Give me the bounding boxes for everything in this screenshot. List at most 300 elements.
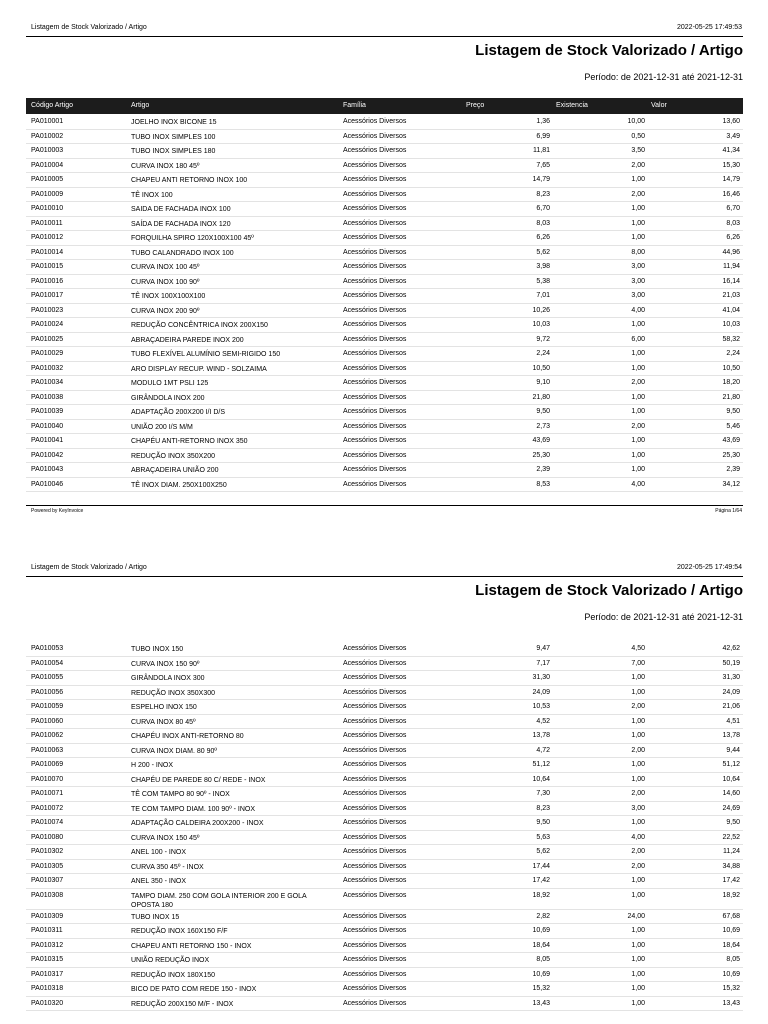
cell-code: PA010009 xyxy=(31,190,64,198)
report-page-2 xyxy=(0,540,768,1024)
cell-value: 41,04 xyxy=(722,306,740,314)
cell-family: Acessórios Diversos xyxy=(343,190,407,198)
cell-family: Acessórios Diversos xyxy=(343,956,407,963)
cell-stock: 1,00 xyxy=(631,219,645,227)
cell-value: 9,50 xyxy=(726,819,740,826)
cell-value: 9,50 xyxy=(726,408,740,415)
column-header-family: Família xyxy=(343,102,366,109)
column-header-code: Código Artigo xyxy=(31,102,74,109)
cell-stock: 1,00 xyxy=(631,408,645,415)
cell-code: PA010010 xyxy=(31,205,64,212)
cell-price: 13,43 xyxy=(532,999,550,1007)
table-row xyxy=(26,802,743,817)
cell-value: 6,70 xyxy=(726,205,740,212)
cell-price: 24,09 xyxy=(532,688,550,696)
cell-family: Acessórios Diversos xyxy=(343,848,407,855)
table-row xyxy=(26,275,743,290)
cell-article: REDUÇÃO INOX 180X150 xyxy=(131,971,216,979)
cell-family: Acessórios Diversos xyxy=(343,132,407,140)
cell-price: 9,50 xyxy=(536,408,550,415)
cell-family: Acessórios Diversos xyxy=(343,746,407,754)
cell-article: ADAPTAÇÃO CALDEIRA 200X200 - INOX xyxy=(131,820,264,827)
cell-stock: 1,00 xyxy=(631,674,645,681)
cell-price: 10,50 xyxy=(532,364,550,372)
period-label: Período: de 2021-12-31 até 2021-12-31 xyxy=(584,612,743,622)
table-row xyxy=(26,217,743,232)
cell-stock: 10,00 xyxy=(627,118,645,125)
period-label: Período: de 2021-12-31 até 2021-12-31 xyxy=(584,72,743,82)
cell-article: CURVA INOX 80 45º xyxy=(131,718,196,726)
cell-family: Acessórios Diversos xyxy=(343,292,407,299)
cell-stock: 1,00 xyxy=(631,364,645,372)
cell-family: Acessórios Diversos xyxy=(343,393,407,401)
column-header-value: Valor xyxy=(651,102,667,109)
cell-family: Acessórios Diversos xyxy=(343,999,407,1007)
table-row xyxy=(26,773,743,788)
cell-value: 10,64 xyxy=(722,775,740,783)
cell-code: PA010309 xyxy=(31,912,64,920)
table-row xyxy=(26,144,743,159)
cell-article: CURVA 350 45º - INOX xyxy=(131,863,204,871)
table-row xyxy=(26,449,743,464)
cell-family: Acessórios Diversos xyxy=(343,335,407,343)
cell-code: PA010074 xyxy=(31,819,64,826)
cell-family: Acessórios Diversos xyxy=(343,833,407,841)
cell-code: PA010080 xyxy=(31,833,64,841)
cell-article: TUBO INOX 150 xyxy=(131,646,184,653)
cell-family: Acessórios Diversos xyxy=(343,118,407,125)
cell-code: PA010062 xyxy=(31,732,64,739)
table-row xyxy=(26,391,743,406)
cell-code: PA010060 xyxy=(31,717,64,725)
cell-stock: 4,00 xyxy=(631,833,645,841)
table-row xyxy=(26,289,743,304)
table-row xyxy=(26,860,743,875)
cell-family: Acessórios Diversos xyxy=(343,161,407,169)
page-header-timestamp: 2022-05-25 17:49:53 xyxy=(677,24,742,31)
table-row xyxy=(26,686,743,701)
cell-code: PA010003 xyxy=(31,147,64,154)
table-row xyxy=(26,968,743,983)
cell-code: PA010320 xyxy=(31,999,64,1007)
cell-article: TUBO FLEXÍVEL ALUMÍNIO SEMI-RIGIDO 150 xyxy=(131,351,281,358)
cell-price: 21,80 xyxy=(532,393,550,401)
cell-article: TUBO INOX SIMPLES 180 xyxy=(131,148,216,155)
table-row xyxy=(26,982,743,997)
cell-value: 15,30 xyxy=(722,161,740,169)
cell-family: Acessórios Diversos xyxy=(343,659,407,667)
cell-code: PA010032 xyxy=(31,364,64,372)
cell-stock: 1,00 xyxy=(631,732,645,739)
cell-price: 18,92 xyxy=(532,891,550,899)
cell-value: 21,06 xyxy=(722,703,740,710)
table-row xyxy=(26,362,743,377)
cell-stock: 3,00 xyxy=(631,804,645,812)
table-row xyxy=(26,463,743,478)
table-row xyxy=(26,260,743,275)
cell-value: 10,69 xyxy=(722,970,740,978)
cell-code: PA010054 xyxy=(31,659,64,667)
table-row xyxy=(26,405,743,420)
cell-family: Acessórios Diversos xyxy=(343,219,407,227)
cell-price: 51,12 xyxy=(532,761,550,768)
cell-value: 67,68 xyxy=(722,912,740,920)
cell-family: Acessórios Diversos xyxy=(343,877,407,884)
cell-price: 3,98 xyxy=(536,263,550,270)
cell-stock: 1,00 xyxy=(631,321,645,328)
cell-stock: 3,50 xyxy=(631,147,645,154)
cell-value: 18,20 xyxy=(722,379,740,386)
cell-value: 43,69 xyxy=(722,437,740,444)
cell-value: 14,79 xyxy=(722,176,740,183)
cell-stock: 1,00 xyxy=(631,985,645,992)
cell-stock: 1,00 xyxy=(631,941,645,949)
cell-price: 15,32 xyxy=(532,985,550,992)
cell-code: PA010017 xyxy=(31,292,64,299)
table-row xyxy=(26,304,743,319)
cell-code: PA010317 xyxy=(31,970,64,978)
cell-stock: 24,00 xyxy=(627,912,645,920)
cell-price: 8,23 xyxy=(536,804,550,812)
page-header-timestamp: 2022-05-25 17:49:54 xyxy=(677,564,742,571)
document-title: Listagem de Stock Valorizado / Artigo xyxy=(475,582,743,599)
cell-article: CHAPEU ANTI RETORNO 150 - INOX xyxy=(131,942,252,950)
cell-article: JOELHO INOX BICONE 15 xyxy=(131,119,217,126)
cell-family: Acessórios Diversos xyxy=(343,927,407,934)
table-row xyxy=(26,159,743,174)
cell-stock: 1,00 xyxy=(631,775,645,783)
cell-stock: 1,00 xyxy=(631,234,645,241)
cell-article: TUBO INOX 15 xyxy=(131,913,180,921)
table-row xyxy=(26,347,743,362)
cell-stock: 8,00 xyxy=(631,248,645,256)
cell-stock: 1,00 xyxy=(631,688,645,696)
cell-article: TAMPO DIAM. 250 COM GOLA INTERIOR 200 E GOLA OPOSTA 180 xyxy=(131,892,307,909)
cell-code: PA010302 xyxy=(31,848,64,855)
cell-family: Acessórios Diversos xyxy=(343,703,407,710)
cell-value: 16,46 xyxy=(722,190,740,198)
table-row xyxy=(26,874,743,889)
stock-table-body xyxy=(26,642,743,1011)
page-header-title: Listagem de Stock Valorizado / Artigo xyxy=(31,564,147,571)
cell-code: PA010038 xyxy=(31,393,64,401)
cell-price: 2,39 xyxy=(536,466,550,473)
cell-value: 22,52 xyxy=(722,833,740,841)
cell-stock: 2,00 xyxy=(631,862,645,870)
footer-powered-by: Powered by KeyInvoice xyxy=(31,508,84,514)
cell-stock: 1,00 xyxy=(631,891,645,899)
cell-article: TE COM TAMPO DIAM. 100 90º - INOX xyxy=(131,805,256,813)
cell-price: 2,82 xyxy=(536,912,550,920)
cell-value: 13,60 xyxy=(722,118,740,125)
cell-family: Acessórios Diversos xyxy=(343,422,407,430)
table-row xyxy=(26,231,743,246)
cell-price: 11,81 xyxy=(533,147,550,154)
cell-code: PA010004 xyxy=(31,161,64,169)
cell-value: 10,50 xyxy=(722,364,740,372)
column-header-stock: Existencia xyxy=(556,102,588,109)
cell-value: 5,46 xyxy=(726,422,740,430)
cell-code: PA010012 xyxy=(31,234,64,241)
cell-value: 3,49 xyxy=(726,132,740,140)
cell-article: SAIDA DE FACHADA INOX 100 xyxy=(131,206,231,213)
cell-article: ESPELHO INOX 150 xyxy=(131,704,197,711)
cell-family: Acessórios Diversos xyxy=(343,408,407,415)
cell-price: 7,01 xyxy=(536,292,550,299)
column-header-price: Preço xyxy=(466,102,485,109)
cell-stock: 1,00 xyxy=(631,819,645,826)
cell-code: PA010029 xyxy=(31,350,64,357)
cell-code: PA010053 xyxy=(31,645,64,652)
cell-article: CURVA INOX 200 90º xyxy=(131,307,200,315)
cell-stock: 2,00 xyxy=(631,848,645,855)
cell-article: ARO DISPLAY RECUP. WIND - SOLZAIMA xyxy=(131,365,267,373)
table-row xyxy=(26,376,743,391)
cell-value: 10,03 xyxy=(722,321,740,328)
cell-value: 8,05 xyxy=(726,956,740,963)
document-title: Listagem de Stock Valorizado / Artigo xyxy=(475,42,743,59)
cell-family: Acessórios Diversos xyxy=(343,321,407,328)
cell-family: Acessórios Diversos xyxy=(343,248,407,256)
cell-stock: 1,00 xyxy=(631,451,645,459)
cell-article: TUBO INOX SIMPLES 100 xyxy=(131,133,216,141)
cell-family: Acessórios Diversos xyxy=(343,688,407,696)
cell-value: 51,12 xyxy=(722,761,740,768)
cell-code: PA010308 xyxy=(31,891,64,899)
cell-article: GIRÂNDOLA INOX 300 xyxy=(131,675,205,682)
cell-price: 5,62 xyxy=(536,848,550,855)
cell-code: PA010001 xyxy=(31,118,64,125)
cell-price: 9,10 xyxy=(536,379,550,386)
table-row xyxy=(26,758,743,773)
cell-price: 9,50 xyxy=(536,819,550,826)
cell-value: 8,03 xyxy=(726,219,740,227)
cell-value: 16,14 xyxy=(722,277,740,285)
cell-value: 18,92 xyxy=(722,891,740,899)
cell-article: TÊ INOX 100 xyxy=(131,191,173,199)
table-row xyxy=(26,246,743,261)
cell-price: 10,69 xyxy=(532,927,550,934)
cell-family: Acessórios Diversos xyxy=(343,451,407,459)
table-row xyxy=(26,889,743,910)
cell-article: TÊ INOX DIAM. 250X100X250 xyxy=(131,481,227,489)
cell-value: 21,03 xyxy=(722,292,740,299)
cell-value: 9,44 xyxy=(726,746,740,754)
cell-stock: 1,00 xyxy=(631,956,645,963)
table-row xyxy=(26,816,743,831)
cell-family: Acessórios Diversos xyxy=(343,147,407,154)
header-divider xyxy=(26,36,743,37)
cell-price: 6,99 xyxy=(536,132,550,140)
cell-price: 17,44 xyxy=(532,862,550,870)
cell-price: 7,65 xyxy=(536,161,550,169)
cell-value: 18,64 xyxy=(722,941,740,949)
table-row xyxy=(26,939,743,954)
table-row xyxy=(26,115,743,130)
page-header-title: Listagem de Stock Valorizado / Artigo xyxy=(31,24,147,31)
cell-stock: 1,00 xyxy=(631,717,645,725)
cell-price: 7,30 xyxy=(536,790,550,797)
cell-stock: 0,50 xyxy=(631,132,645,140)
table-row xyxy=(26,845,743,860)
cell-code: PA010312 xyxy=(31,941,64,949)
cell-family: Acessórios Diversos xyxy=(343,263,407,270)
cell-family: Acessórios Diversos xyxy=(343,717,407,725)
cell-article: TÊ INOX 100X100X100 xyxy=(131,293,206,300)
cell-value: 42,62 xyxy=(722,645,740,652)
cell-family: Acessórios Diversos xyxy=(343,790,407,797)
cell-code: PA010063 xyxy=(31,746,64,754)
table-row xyxy=(26,130,743,145)
cell-code: PA010315 xyxy=(31,956,64,963)
cell-value: 58,32 xyxy=(722,335,740,343)
table-row xyxy=(26,434,743,449)
cell-value: 4,51 xyxy=(726,717,740,725)
cell-code: PA010042 xyxy=(31,451,64,459)
cell-price: 5,62 xyxy=(536,248,550,256)
cell-family: Acessórios Diversos xyxy=(343,775,407,783)
cell-code: PA010025 xyxy=(31,335,64,343)
cell-code: PA010311 xyxy=(31,927,63,934)
cell-code: PA010307 xyxy=(31,877,64,884)
cell-price: 8,05 xyxy=(536,956,550,963)
cell-article: CHAPÉU ANTI-RETORNO INOX 350 xyxy=(131,438,248,445)
cell-price: 9,72 xyxy=(536,335,550,343)
cell-code: PA010043 xyxy=(31,466,64,473)
cell-article: REDUÇÃO INOX 350X200 xyxy=(131,452,216,460)
cell-stock: 1,00 xyxy=(631,761,645,768)
cell-family: Acessórios Diversos xyxy=(343,674,407,681)
cell-stock: 7,00 xyxy=(631,659,645,667)
cell-code: PA010056 xyxy=(31,688,64,696)
cell-family: Acessórios Diversos xyxy=(343,480,407,488)
table-row xyxy=(26,924,743,939)
cell-stock: 2,00 xyxy=(631,190,645,198)
cell-article: BICO DE PATO COM REDE 150 - INOX xyxy=(131,986,257,993)
stock-table-body xyxy=(26,115,743,492)
cell-family: Acessórios Diversos xyxy=(343,819,407,826)
cell-value: 21,80 xyxy=(722,393,740,401)
cell-price: 13,78 xyxy=(532,732,550,739)
cell-article: REDUÇÃO INOX 160X150 F/F xyxy=(131,928,228,935)
cell-stock: 4,00 xyxy=(631,480,645,488)
table-row xyxy=(26,478,743,493)
header-divider xyxy=(26,576,743,577)
cell-article: CURVA INOX 100 45º xyxy=(131,264,200,271)
cell-price: 8,03 xyxy=(536,219,550,227)
cell-value: 2,39 xyxy=(726,466,740,473)
cell-article: CHAPEU ANTI RETORNO INOX 100 xyxy=(131,177,248,184)
column-header-article: Artigo xyxy=(131,102,150,109)
cell-price: 10,64 xyxy=(532,775,550,783)
cell-price: 6,26 xyxy=(536,234,550,241)
cell-value: 50,19 xyxy=(722,659,740,667)
cell-price: 7,17 xyxy=(536,659,550,667)
cell-stock: 2,00 xyxy=(631,703,645,710)
table-row xyxy=(26,188,743,203)
cell-value: 24,69 xyxy=(722,804,740,812)
cell-stock: 3,00 xyxy=(631,277,645,285)
cell-value: 11,24 xyxy=(723,848,740,855)
cell-article: CURVA INOX 100 90º xyxy=(131,278,200,286)
cell-article: GIRÂNDOLA INOX 200 xyxy=(131,394,205,402)
cell-value: 25,30 xyxy=(722,451,740,459)
cell-code: PA010040 xyxy=(31,422,64,430)
cell-article: H 200 - INOX xyxy=(131,762,174,769)
cell-code: PA010016 xyxy=(31,277,64,285)
cell-article: SAÍDA DE FACHADA INOX 120 xyxy=(131,220,231,228)
cell-value: 11,94 xyxy=(723,263,740,270)
cell-code: PA010070 xyxy=(31,775,64,783)
table-row xyxy=(26,787,743,802)
cell-value: 2,24 xyxy=(726,350,740,357)
cell-value: 41,34 xyxy=(722,147,740,154)
cell-price: 2,73 xyxy=(536,422,550,430)
cell-value: 31,30 xyxy=(722,674,740,681)
cell-stock: 1,00 xyxy=(631,970,645,978)
cell-price: 43,69 xyxy=(532,437,550,444)
table-row xyxy=(26,642,743,657)
table-header xyxy=(26,98,743,114)
cell-family: Acessórios Diversos xyxy=(343,732,407,739)
cell-price: 9,47 xyxy=(536,645,550,652)
cell-family: Acessórios Diversos xyxy=(343,205,407,212)
cell-article: MODULO 1MT PSLI 125 xyxy=(131,380,209,387)
cell-code: PA010055 xyxy=(31,674,64,681)
cell-family: Acessórios Diversos xyxy=(343,804,407,812)
cell-code: PA010071 xyxy=(31,790,64,797)
cell-article: TÊ COM TAMPO 80 90º - INOX xyxy=(131,791,230,798)
cell-price: 31,30 xyxy=(532,674,550,681)
cell-value: 15,32 xyxy=(722,985,740,992)
cell-code: PA010011 xyxy=(31,219,63,227)
cell-article: ABRAÇADEIRA UNIÃO 200 xyxy=(131,467,219,474)
cell-value: 14,60 xyxy=(722,790,740,797)
cell-code: PA010318 xyxy=(31,985,64,992)
cell-price: 8,23 xyxy=(536,190,550,198)
cell-price: 10,53 xyxy=(532,703,550,710)
cell-code: PA010005 xyxy=(31,176,64,183)
table-row xyxy=(26,671,743,686)
cell-family: Acessórios Diversos xyxy=(343,437,407,444)
table-row xyxy=(26,657,743,672)
table-row xyxy=(26,953,743,968)
cell-code: PA010024 xyxy=(31,321,64,328)
table-row xyxy=(26,318,743,333)
cell-price: 10,69 xyxy=(532,970,550,978)
cell-code: PA010023 xyxy=(31,306,64,314)
cell-stock: 1,00 xyxy=(631,205,645,212)
cell-code: PA010014 xyxy=(31,248,64,256)
footer-page-number: Página 1/64 xyxy=(715,508,742,514)
table-row xyxy=(26,202,743,217)
cell-stock: 1,00 xyxy=(631,466,645,473)
cell-price: 17,42 xyxy=(532,877,550,884)
table-row xyxy=(26,333,743,348)
cell-code: PA010039 xyxy=(31,408,64,415)
table-row xyxy=(26,173,743,188)
cell-price: 14,79 xyxy=(532,176,550,183)
cell-value: 13,43 xyxy=(722,999,740,1007)
cell-family: Acessórios Diversos xyxy=(343,941,407,949)
cell-family: Acessórios Diversos xyxy=(343,985,407,992)
table-row xyxy=(26,700,743,715)
table-row xyxy=(26,729,743,744)
cell-family: Acessórios Diversos xyxy=(343,277,407,285)
cell-stock: 1,00 xyxy=(631,877,645,884)
cell-family: Acessórios Diversos xyxy=(343,891,407,899)
cell-article: CURVA INOX 150 90º xyxy=(131,660,200,668)
